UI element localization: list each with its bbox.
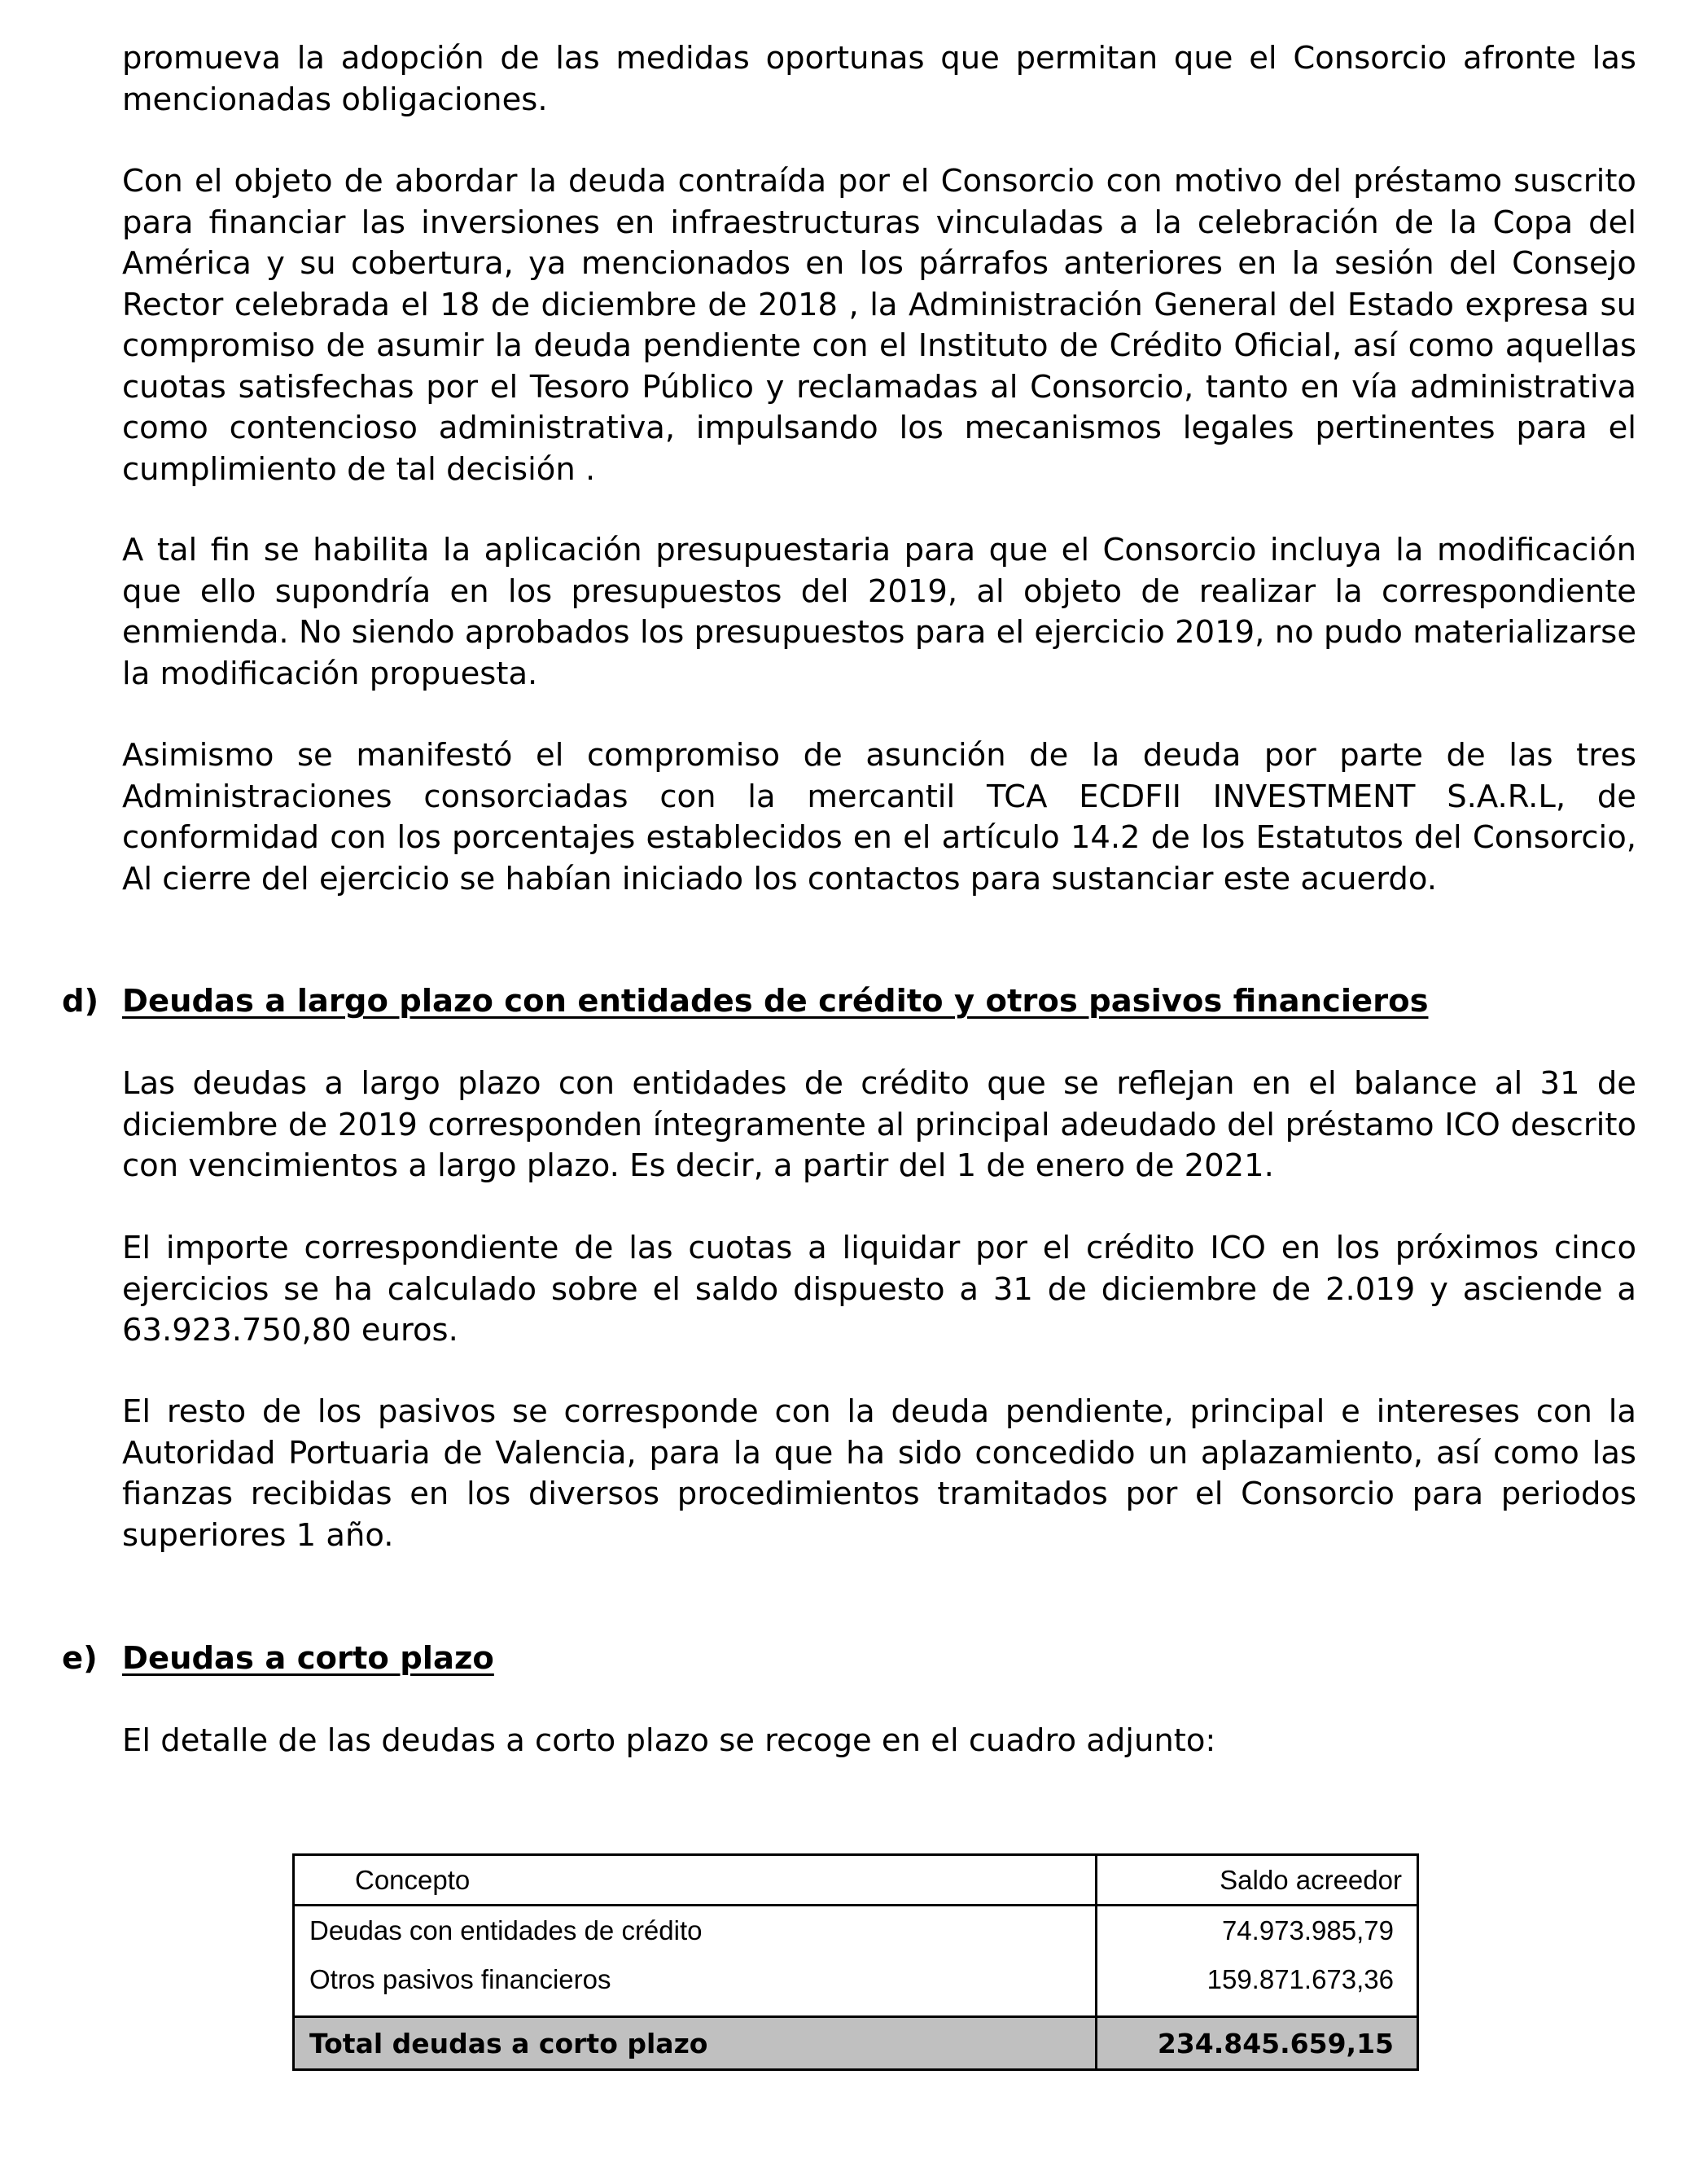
table-header-row: [294, 1855, 1418, 1906]
section-d-heading: [62, 981, 1636, 1023]
short-term-debts-table: [292, 1853, 1419, 2071]
paragraph-long-term-debts: Las deudas a largo plazo con entidades de crédito que se reflejan en el balance al 31 de diciembre de 2019 corresponden íntegramente al principal adeudado del préstamo ICO descrito con vencimientos a largo plazo. Es decir, a partir del 1 de enero de 2021.: [122, 1065, 1636, 1184]
row-concept: Otros pasivos financieros: [294, 1955, 1097, 2004]
table-spacer-row: [294, 2004, 1418, 2017]
section-d-title: Deudas a largo plazo con entidades de crédito y otros pasivos financieros: [122, 983, 1429, 1020]
table-total-row: [294, 2017, 1418, 2070]
section-e-marker: e): [62, 1640, 98, 1677]
paragraph-tca-commitment: Asimismo se manifestó el compromiso de asunción de la deuda por parte de las tres Administraciones consorciadas con la mercantil TCA ECDFII INVESTMENT S.A.R.L, de conformidad con los porcentajes establecidos en el artículo 14.2 de los Estatutos del Consorcio, Al cierre del ejercicio se habían iniciado los contactos para sustanciar este acuerdo.: [122, 737, 1636, 897]
section-e-title: Deudas a corto plazo: [122, 1640, 494, 1677]
paragraph-intro-continuation: promueva la adopción de las medidas oportunas que permitan que el Consorcio afronte las mencionadas obligaciones.: [122, 40, 1636, 118]
paragraph-short-term-intro: El detalle de las deudas a corto plazo se recoge en el cuadro adjunto:: [122, 1722, 1216, 1759]
section-e-heading: [62, 1638, 1636, 1680]
table-row: [294, 1955, 1418, 2004]
row-concept: Deudas con entidades de crédito: [294, 1906, 1097, 1956]
row-amount: 159.871.673,36: [1097, 1955, 1418, 2004]
section-d-marker: d): [62, 983, 99, 1020]
row-amount: 74.973.985,79: [1097, 1906, 1418, 1956]
paragraph-ico-instalments: El importe correspondiente de las cuotas a liquidar por el crédito ICO en los próximos cinco ejercicios se ha calculado sobre el saldo dispuesto a 31 de diciembre de 2.019 y asciende a 63.923.750,80 euros.: [122, 1230, 1636, 1349]
header-concept: Concepto: [294, 1855, 1097, 1906]
paragraph-copa-america-debt: Con el objeto de abordar la deuda contraída por el Consorcio con motivo del préstamo suscrito para financiar las inversiones en infraestructuras vinculadas a la celebración de la Copa del América y su cobertura, ya mencionados en los párrafos anteriores en la sesión del Consejo Rector celebrada el 18 de diciembre de 2018 , la Administración General del Estado expresa su compromiso de asumir la deuda pendiente con el Instituto de Crédito Oficial, así como aquellas cuotas satisfechas por el Tesoro Público y reclamadas al Consorcio, tanto en vía administrativa como contencioso administrativa, impulsando los mecanismos legales pertinentes para el cumplimiento de tal decisión .: [122, 163, 1636, 488]
paragraph-budget-application: A tal fin se habilita la aplicación presupuestaria para que el Consorcio incluya la modificación que ello supondría en los presupuestos del 2019, al objeto de realizar la correspondiente enmienda. No siendo aprobados los presupuestos para el ejercicio 2019, no pudo materializarse la modificación propuesta.: [122, 532, 1636, 692]
total-concept: Total deudas a corto plazo: [294, 2017, 1097, 2070]
header-amount: Saldo acreedor: [1097, 1855, 1418, 1906]
total-amount: 234.845.659,15: [1097, 2017, 1418, 2070]
paragraph-other-liabilities: El resto de los pasivos se corresponde con la deuda pendiente, principal e intereses con la Autoridad Portuaria de Valencia, para la que ha sido concedido un aplazamiento, así como las fianzas recibidas en los diversos procedimientos tramitados por el Consorcio para periodos superiores 1 año.: [122, 1393, 1636, 1554]
table-row: [294, 1906, 1418, 1956]
